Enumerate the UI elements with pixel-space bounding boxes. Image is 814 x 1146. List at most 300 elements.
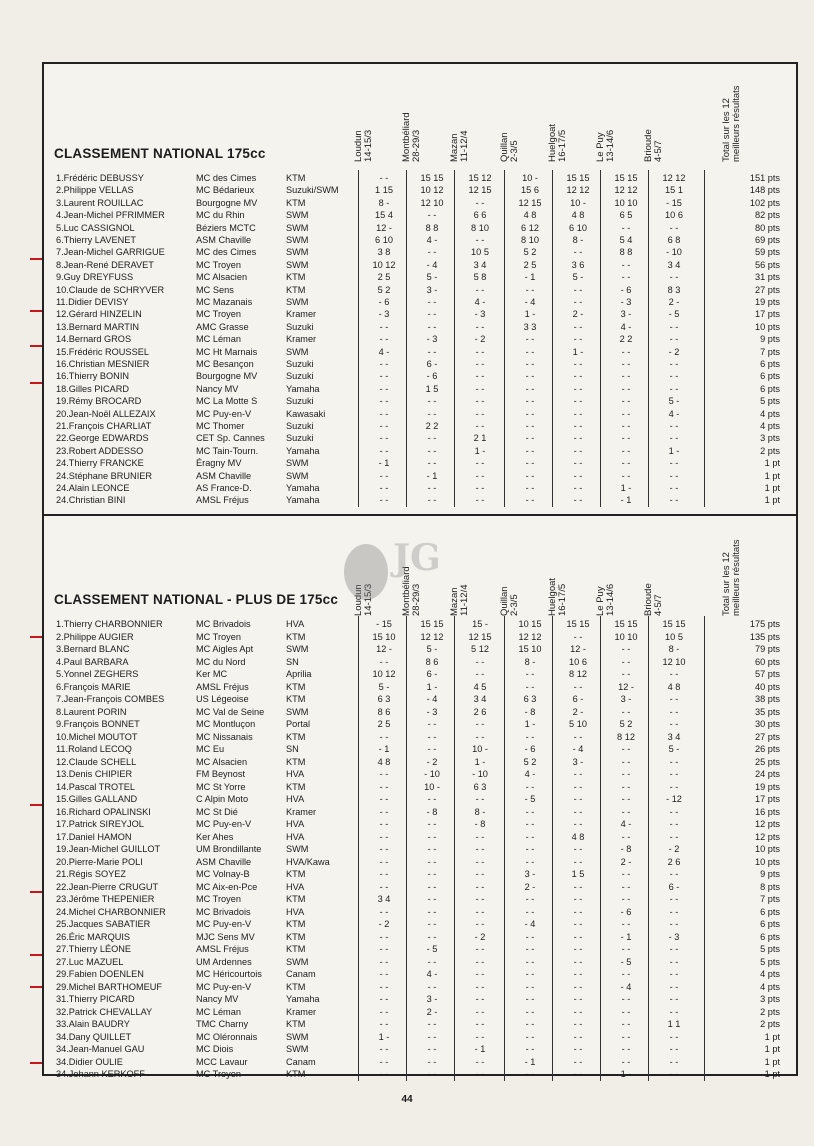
race-label — [644, 583, 664, 616]
club-name: ASM Chaville — [196, 470, 252, 481]
race-result: - - — [669, 756, 679, 767]
club-name: MC Troyen — [196, 259, 241, 270]
total-points: 1 pt — [764, 1056, 780, 1067]
race-result: - - — [525, 781, 535, 792]
club-name: Nancy MV — [196, 994, 239, 1004]
race-result: 2 6 — [667, 856, 681, 867]
race-result: - - — [427, 309, 437, 320]
race-result: 4 8 — [571, 831, 585, 842]
race-result: 10 5 — [471, 247, 489, 258]
table-row — [44, 246, 796, 258]
rider-name: 23.Robert ADDESSO — [56, 445, 144, 456]
race-result: - - — [379, 396, 389, 407]
motorcycle-make: KTM — [286, 731, 306, 742]
motorcycle-make: KTM — [286, 781, 306, 792]
table-row — [44, 358, 796, 370]
total-points: 6 pts — [760, 906, 780, 917]
total-points: 69 pts — [754, 235, 780, 245]
rider-name: 6.François MARIE — [56, 681, 131, 692]
motorcycle-make: SWM — [286, 844, 309, 854]
race-result: - - — [427, 1069, 437, 1079]
race-result: - 1 — [524, 1056, 536, 1067]
total-points: 24 pts — [754, 769, 780, 779]
race-result: - - — [427, 297, 437, 307]
race-result: - - — [621, 869, 631, 879]
race-result: - - — [379, 881, 389, 892]
race-result: 8 12 — [617, 731, 635, 742]
total-label — [722, 539, 742, 616]
race-result: 10 12 — [372, 669, 396, 679]
page-number: 44 — [401, 1094, 413, 1105]
race-result: 6 8 — [667, 235, 681, 245]
motorcycle-make: SN — [286, 744, 299, 754]
race-result: - - — [379, 1019, 389, 1029]
club-name: CET Sp. Cannes — [196, 433, 265, 444]
race-result: - - — [379, 359, 389, 369]
rider-name: 8.Jean-René DERAVET — [56, 259, 154, 270]
race-result: 4 - — [620, 321, 632, 332]
race-result: - - — [475, 284, 485, 295]
race-result: 5 8 — [473, 272, 487, 283]
race-result: - - — [573, 956, 583, 967]
race-label — [402, 112, 422, 162]
race-result: - - — [621, 371, 631, 382]
race-result: - - — [669, 919, 679, 929]
race-result: - - — [475, 906, 485, 917]
race-result: - - — [379, 421, 389, 431]
race-result: - 6 — [620, 284, 632, 295]
total-points: 10 pts — [754, 856, 780, 867]
motorcycle-make: Suzuki — [286, 433, 314, 444]
race-result: 12 - — [570, 644, 586, 654]
race-result: - - — [427, 719, 437, 729]
race-result: 5 - — [378, 681, 390, 692]
table-row — [44, 457, 796, 469]
margin-mark — [30, 636, 42, 638]
club-name: Ker Ahes — [196, 831, 234, 842]
race-result: - 3 — [620, 297, 632, 307]
motorcycle-make: KTM — [286, 284, 306, 295]
race-result: - - — [573, 421, 583, 431]
rider-name: 1.Frédéric DEBUSSY — [56, 173, 144, 183]
table-row — [44, 308, 796, 320]
rider-name: 4.Jean-Michel PFRIMMER — [56, 210, 165, 221]
race-result: - - — [525, 669, 535, 679]
total-points: 1 pt — [764, 495, 780, 506]
margin-mark — [30, 804, 42, 806]
club-name: AMSL Fréjus — [196, 495, 249, 506]
club-name: MC des Cimes — [196, 247, 257, 258]
race-result: - - — [525, 371, 535, 382]
race-label — [500, 586, 520, 616]
race-result: 1 - — [426, 681, 438, 692]
race-result: 10 - — [570, 197, 586, 208]
motorcycle-make: SN — [286, 656, 299, 667]
race-result: 1 - — [524, 719, 536, 729]
race-date: 16-17/5 — [557, 583, 568, 616]
motorcycle-make: KTM — [286, 694, 306, 704]
total-points: 12 pts — [754, 819, 780, 829]
race-name: Montbéliard — [401, 112, 412, 162]
motorcycle-make: Yamaha — [286, 383, 320, 394]
race-result: - - — [573, 247, 583, 258]
motorcycle-make: SWM — [286, 644, 309, 654]
race-result: - - — [475, 458, 485, 469]
club-name: AMC Grasse — [196, 321, 249, 332]
total-points: 6 pts — [760, 931, 780, 942]
rider-name: 21.François CHARLIAT — [56, 421, 152, 431]
race-result: - - — [669, 894, 679, 904]
race-result: - - — [573, 631, 583, 642]
total-points: 102 pts — [749, 197, 780, 208]
race-name: Mazan — [449, 133, 460, 162]
race-result: 5 4 — [619, 235, 633, 245]
race-result: 2 - — [668, 297, 680, 307]
race-result: - 5 — [524, 794, 536, 804]
total-points: 1 pt — [764, 458, 780, 469]
margin-mark — [30, 986, 42, 988]
race-result: - - — [573, 470, 583, 481]
race-result: 15 15 — [566, 619, 590, 629]
race-result: 6 - — [668, 881, 680, 892]
race-result: - - — [669, 383, 679, 394]
club-name: MC Alsacien — [196, 756, 248, 767]
total-points: 12 pts — [754, 831, 780, 842]
table-row — [44, 172, 796, 184]
race-result: - - — [621, 669, 631, 679]
race-result: 12 - — [618, 681, 634, 692]
motorcycle-make: SWM — [286, 259, 309, 270]
race-result: - - — [573, 359, 583, 369]
race-label — [354, 130, 374, 162]
table-row — [44, 868, 796, 880]
table-row — [44, 209, 796, 221]
total-points: 175 pts — [749, 619, 780, 629]
margin-mark — [30, 1062, 42, 1064]
race-result: 15 4 — [375, 210, 393, 221]
table-row — [44, 831, 796, 843]
race-result: 2 5 — [377, 719, 391, 729]
margin-mark — [30, 258, 42, 260]
race-result: 6 10 — [375, 235, 393, 245]
race-result: 2 - — [524, 881, 536, 892]
rider-name: 33.Alain BAUDRY — [56, 1019, 130, 1029]
club-name: MC Troyen — [196, 1069, 241, 1079]
race-result: - - — [525, 495, 535, 506]
motorcycle-make: KTM — [286, 894, 306, 904]
race-date: 28-29/3 — [411, 583, 422, 616]
race-result: - - — [525, 346, 535, 357]
race-result: 4 8 — [667, 681, 681, 692]
race-result: 1 - — [572, 346, 584, 357]
race-result: - - — [669, 334, 679, 345]
race-result: - - — [427, 981, 437, 992]
race-result: - 8 — [620, 844, 632, 854]
race-result: - - — [573, 856, 583, 867]
club-name: AMSL Fréjus — [196, 681, 249, 692]
race-date: 11-12/4 — [459, 130, 470, 162]
race-date: 4-5/7 — [653, 594, 664, 616]
race-result: - 1 — [620, 495, 632, 506]
race-result: - - — [525, 944, 535, 954]
race-result: 10 - — [424, 781, 440, 792]
race-result: 8 10 — [521, 235, 539, 245]
race-result: - - — [379, 445, 389, 456]
race-result: - - — [475, 359, 485, 369]
motorcycle-make: Yamaha — [286, 445, 320, 456]
race-result: - - — [669, 969, 679, 979]
total-points: 4 pts — [760, 408, 780, 419]
race-result: 12 10 — [662, 656, 686, 667]
total-points: 16 pts — [754, 806, 780, 817]
race-result: - - — [669, 769, 679, 779]
motorcycle-make: KTM — [286, 944, 306, 954]
race-result: 5 - — [668, 396, 680, 407]
rider-name: 19.Jean-Michel GUILLOT — [56, 844, 161, 854]
motorcycle-make: Canam — [286, 1056, 316, 1067]
race-result: - - — [475, 656, 485, 667]
club-name: MC Thomer — [196, 421, 245, 431]
race-result: - - — [525, 470, 535, 481]
race-result: - - — [475, 408, 485, 419]
race-result: 2 5 — [377, 272, 391, 283]
motorcycle-make: SWM — [286, 222, 309, 233]
table-row — [44, 943, 796, 955]
race-result: - - — [621, 1031, 631, 1042]
race-result: - - — [621, 458, 631, 469]
total-label-line: meilleurs résultats — [731, 85, 742, 162]
motorcycle-make: Suzuki — [286, 421, 314, 431]
total-points: 17 pts — [754, 309, 780, 320]
race-result: - 15 — [666, 197, 682, 208]
total-points: 80 pts — [754, 222, 780, 233]
race-result: - - — [475, 371, 485, 382]
total-points: 82 pts — [754, 210, 780, 221]
race-result: - - — [573, 495, 583, 506]
race-result: - - — [525, 359, 535, 369]
total-points: 40 pts — [754, 681, 780, 692]
race-result: - 6 — [426, 371, 438, 382]
table-row — [44, 234, 796, 246]
race-result: - - — [621, 794, 631, 804]
total-label-line: Total sur les 12 — [721, 98, 732, 162]
race-result: - - — [427, 919, 437, 929]
race-result: - - — [525, 906, 535, 917]
race-result: - - — [379, 831, 389, 842]
table-row — [44, 718, 796, 730]
rider-name: 12.Claude SCHELL — [56, 756, 137, 767]
race-label — [450, 584, 470, 616]
race-result: - - — [573, 819, 583, 829]
table-row — [44, 668, 796, 680]
race-result: 3 4 — [473, 694, 487, 704]
race-result: - - — [669, 719, 679, 729]
race-result: 1 1 — [667, 1019, 681, 1029]
race-result: - - — [669, 458, 679, 469]
race-result: - - — [573, 1056, 583, 1067]
table-row — [44, 956, 796, 968]
race-result: 5 12 — [471, 644, 489, 654]
table-row — [44, 993, 796, 1005]
rider-name: 13.Denis CHIPIER — [56, 769, 133, 779]
total-points: 26 pts — [754, 744, 780, 754]
race-result: - - — [573, 794, 583, 804]
race-result: 2 6 — [473, 706, 487, 717]
race-result: - - — [427, 1019, 437, 1029]
club-name: Béziers MCTC — [196, 222, 256, 233]
motorcycle-make: SWM — [286, 956, 309, 967]
race-result: 3 - — [620, 694, 632, 704]
race-result: 12 12 — [420, 631, 444, 642]
table-row — [44, 259, 796, 271]
motorcycle-make: KTM — [286, 869, 306, 879]
rider-name: 20.Pierre-Marie POLI — [56, 856, 143, 867]
race-result: - - — [621, 831, 631, 842]
race-result: - - — [621, 272, 631, 283]
total-points: 7 pts — [760, 894, 780, 904]
race-result: - - — [525, 458, 535, 469]
rider-name: 7.Jean-François COMBES — [56, 694, 165, 704]
club-name: ASM Chaville — [196, 235, 252, 245]
race-result: - - — [525, 421, 535, 431]
race-result: - - — [525, 994, 535, 1004]
race-result: - - — [621, 656, 631, 667]
total-points: 38 pts — [754, 694, 780, 704]
race-result: - - — [621, 359, 631, 369]
table-row — [44, 981, 796, 993]
race-result: 8 - — [474, 806, 486, 817]
motorcycle-make: Suzuki — [286, 371, 314, 382]
race-result: - - — [427, 321, 437, 332]
rider-name: 17.Daniel HAMON — [56, 831, 132, 842]
race-result: - - — [669, 371, 679, 382]
race-result: - - — [621, 881, 631, 892]
race-result: - - — [475, 981, 485, 992]
race-result: 6 3 — [473, 781, 487, 792]
club-name: MC Mazanais — [196, 297, 253, 307]
club-name: MC Aix-en-Pce — [196, 881, 258, 892]
race-result: - 4 — [620, 981, 632, 992]
table-row — [44, 906, 796, 918]
race-result: - - — [427, 445, 437, 456]
race-result: - - — [669, 981, 679, 992]
race-result: - - — [669, 1056, 679, 1067]
race-result: - - — [475, 495, 485, 506]
race-result: - - — [621, 396, 631, 407]
race-result: - - — [379, 1056, 389, 1067]
race-result: - - — [621, 769, 631, 779]
race-result: 12 - — [376, 644, 392, 654]
race-date: 28-29/3 — [411, 129, 422, 162]
race-result: - - — [525, 1031, 535, 1042]
race-result: 8 8 — [425, 222, 439, 233]
race-result: - - — [669, 1006, 679, 1017]
race-result: 6 - — [426, 359, 438, 369]
race-result: - - — [669, 1031, 679, 1042]
club-name: MC Troyen — [196, 309, 241, 320]
total-points: 6 pts — [760, 919, 780, 929]
race-result: - - — [621, 259, 631, 270]
rider-name: 9.François BONNET — [56, 719, 140, 729]
margin-mark — [30, 310, 42, 312]
rider-name: 13.Bernard MARTIN — [56, 321, 140, 332]
motorcycle-make: Yamaha — [286, 483, 320, 493]
race-result: - - — [475, 731, 485, 742]
race-result: - - — [669, 1069, 679, 1079]
motorcycle-make: HVA — [286, 794, 305, 804]
race-result: - - — [427, 396, 437, 407]
race-result: 10 5 — [665, 631, 683, 642]
table-row — [44, 656, 796, 668]
race-result: - - — [379, 806, 389, 817]
race-result: 2 - — [572, 309, 584, 320]
motorcycle-make: HVA/Kawa — [286, 856, 330, 867]
race-name: Brioude — [643, 583, 654, 616]
rider-name: 3.Laurent ROUILLAC — [56, 197, 144, 208]
race-name: Le Puy — [595, 132, 606, 162]
race-label — [548, 578, 568, 616]
margin-mark — [30, 345, 42, 347]
race-result: - - — [475, 844, 485, 854]
race-label — [596, 584, 616, 616]
rider-name: 20.Jean-Noël ALLEZAIX — [56, 408, 156, 419]
race-result: - - — [669, 694, 679, 704]
race-result: 5 2 — [619, 719, 633, 729]
race-result: - - — [621, 944, 631, 954]
club-name: UM Brondillante — [196, 844, 262, 854]
race-result: - - — [525, 433, 535, 444]
race-result: - - — [669, 819, 679, 829]
table-row — [44, 918, 796, 930]
race-result: - 1 — [426, 470, 438, 481]
club-name: UM Ardennes — [196, 956, 252, 967]
motorcycle-make: Kramer — [286, 309, 317, 320]
margin-mark — [30, 954, 42, 956]
total-points: 4 pts — [760, 421, 780, 431]
club-name: MC Puy-en-V — [196, 981, 252, 992]
club-name: TMC Charny — [196, 1019, 249, 1029]
motorcycle-make: KTM — [286, 756, 306, 767]
club-name: MC Troyen — [196, 631, 241, 642]
race-result: - - — [621, 445, 631, 456]
motorcycle-make: SWM — [286, 470, 309, 481]
race-result: - - — [621, 706, 631, 717]
race-result: 2 2 — [425, 421, 439, 431]
race-result: - 12 — [666, 794, 682, 804]
race-result: - - — [525, 408, 535, 419]
rider-name: 26.Éric MARQUIS — [56, 931, 131, 942]
club-name: MC Montluçon — [196, 719, 256, 729]
race-result: - - — [525, 969, 535, 979]
race-result: - - — [525, 284, 535, 295]
total-points: 17 pts — [754, 794, 780, 804]
race-result: - 4 — [524, 297, 536, 307]
race-result: - - — [427, 856, 437, 867]
race-date: 4-5/7 — [653, 140, 664, 162]
race-result: - - — [475, 396, 485, 407]
rider-name: 24.Stéphane BRUNIER — [56, 470, 153, 481]
race-result: - - — [379, 981, 389, 992]
rider-name: 25.Jacques SABATIER — [56, 919, 151, 929]
total-points: 56 pts — [754, 259, 780, 270]
race-result: - - — [525, 383, 535, 394]
race-result: - - — [379, 371, 389, 382]
race-result: 4 - — [378, 346, 390, 357]
race-result: 6 10 — [569, 222, 587, 233]
race-result: - - — [475, 421, 485, 431]
race-result: - - — [379, 906, 389, 917]
race-result: - - — [379, 969, 389, 979]
